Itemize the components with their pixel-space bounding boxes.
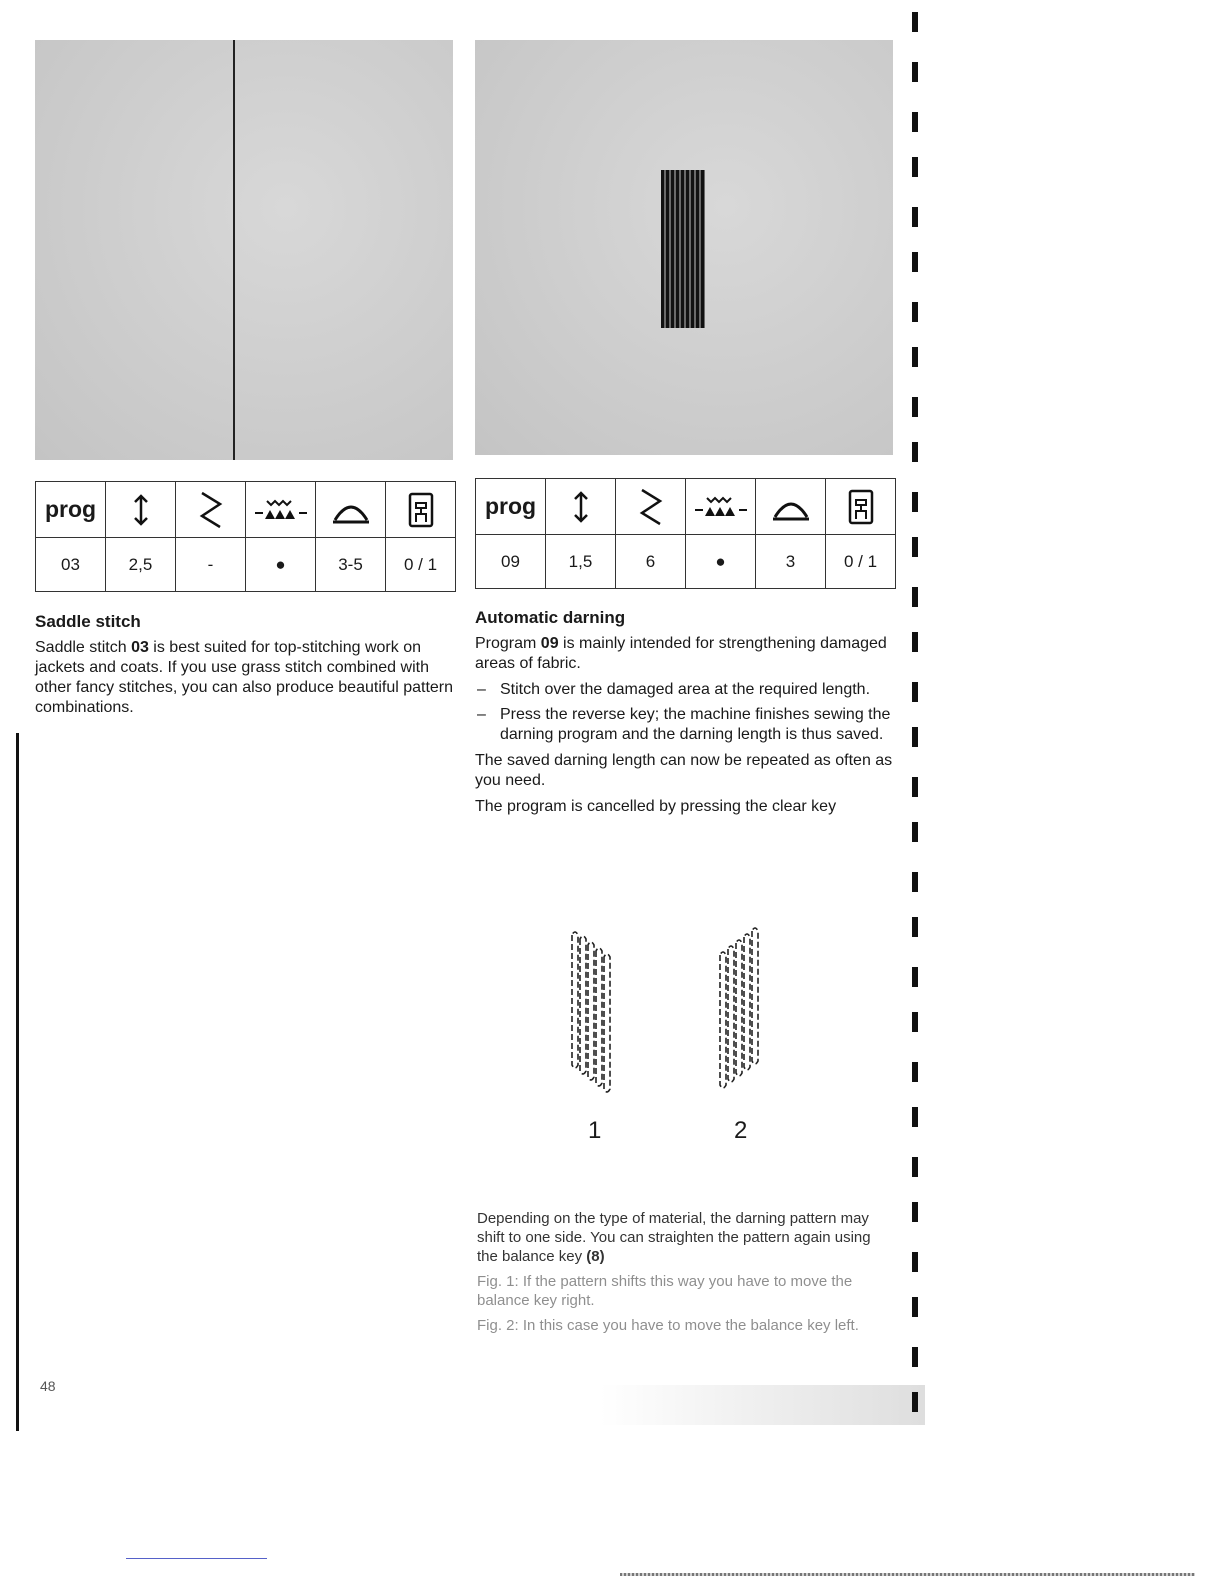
fig-1-caption: Fig. 1: If the pattern shifts this way you have to move the balance key right. xyxy=(477,1273,853,1309)
stitch-length-value: 2,5 xyxy=(106,538,176,592)
darning-settings-table xyxy=(475,478,896,589)
edge-mark xyxy=(912,1252,918,1272)
edge-mark xyxy=(912,1107,918,1127)
stitch-length-icon xyxy=(106,482,176,538)
stitch-width-icon xyxy=(616,479,686,535)
darning-photo xyxy=(475,40,893,455)
program-number: 03 xyxy=(131,639,149,656)
edge-mark xyxy=(912,1347,918,1367)
stitch-length-icon xyxy=(546,479,616,535)
edge-mark xyxy=(912,1202,918,1222)
bottom-scan-rule xyxy=(620,1573,1195,1576)
paragraph-text: Saddle stitch xyxy=(35,639,132,656)
edge-mark xyxy=(912,12,918,32)
feed-dog-value: ● xyxy=(686,535,756,589)
edge-mark xyxy=(912,302,918,322)
edge-mark xyxy=(912,872,918,892)
edge-mark xyxy=(912,207,918,227)
list-item: – Stitch over the damaged area at the required length. xyxy=(475,680,905,700)
edge-mark xyxy=(912,397,918,417)
section-paragraph xyxy=(35,638,455,718)
edge-mark xyxy=(912,917,918,937)
section-heading: Automatic darning xyxy=(475,608,626,627)
paragraph-text: Depending on the type of material, the darning pattern may shift to one side. You can straighten the pattern again using the balance key xyxy=(477,1210,871,1265)
saved-length-paragraph: The saved darning length can now be repeated as often as you need. xyxy=(475,752,893,789)
presser-foot-pressure-icon xyxy=(756,479,826,535)
prog-value: 09 xyxy=(476,535,546,589)
fig-2-pattern xyxy=(720,928,758,1088)
edge-mark xyxy=(912,347,918,367)
edge-mark xyxy=(912,632,918,652)
edge-mark xyxy=(912,1392,918,1412)
scan-smudge xyxy=(600,1385,925,1425)
paragraph-text: is best suited for top-stitching work on jackets and coats. If you use grass stitch combined with other fancy stitches, you can also produce beautiful pattern combinations. xyxy=(35,639,454,716)
fig-1-label: 1 xyxy=(588,1117,602,1144)
left-margin-rule xyxy=(16,733,19,1431)
edge-mark xyxy=(912,727,918,747)
balance-key-section xyxy=(477,1209,887,1341)
presser-foot-value: 0 / 1 xyxy=(826,535,896,589)
steps-list xyxy=(475,680,905,745)
fig-2-caption: Fig. 2: In this case you have to move the balance key left. xyxy=(477,1317,859,1334)
presser-foot-icon xyxy=(386,482,456,538)
prog-value: 03 xyxy=(36,538,106,592)
presser-foot-value: 0 / 1 xyxy=(386,538,456,592)
edge-mark xyxy=(912,157,918,177)
edge-mark xyxy=(912,967,918,987)
saddle-stitch-photo xyxy=(35,40,453,460)
saddle-stitch-line xyxy=(233,40,235,460)
edge-mark xyxy=(912,822,918,842)
darning-stitch-block xyxy=(661,170,705,328)
feed-dog-value: ● xyxy=(246,538,316,592)
presser-foot-pressure-value: 3 xyxy=(756,535,826,589)
edge-mark xyxy=(912,682,918,702)
edge-mark xyxy=(912,112,918,132)
bottom-link-rule xyxy=(126,1558,267,1559)
stitch-length-value: 1,5 xyxy=(546,535,616,589)
fig-1-pattern xyxy=(572,932,610,1092)
balance-key-paragraph xyxy=(477,1209,887,1266)
saddle-stitch-settings-table xyxy=(35,481,456,592)
key-number: (8) xyxy=(586,1248,605,1265)
feed-dog-icon xyxy=(686,479,756,535)
list-item: – Press the reverse key; the machine finishes sewing the darning program and the darning length is thus saved. xyxy=(475,705,905,745)
saddle-stitch-section xyxy=(35,612,455,724)
page-number: 48 xyxy=(40,1378,56,1394)
paragraph-text: is mainly intended for strengthening damaged areas of fabric. xyxy=(475,635,887,672)
intro-paragraph xyxy=(475,634,905,674)
edge-mark xyxy=(912,1062,918,1082)
program-number: 09 xyxy=(540,635,559,652)
edge-mark xyxy=(912,1297,918,1317)
darning-pattern-illustration xyxy=(560,925,780,1115)
automatic-darning-section xyxy=(475,608,905,823)
edge-mark xyxy=(912,492,918,512)
section-heading: Saddle stitch xyxy=(35,612,141,631)
edge-mark xyxy=(912,1157,918,1177)
feed-dog-icon xyxy=(246,482,316,538)
edge-mark xyxy=(912,1012,918,1032)
cancel-paragraph: The program is cancelled by pressing the clear key xyxy=(475,798,837,815)
prog-header xyxy=(476,479,546,535)
edge-mark xyxy=(912,587,918,607)
fig-2-label: 2 xyxy=(734,1117,748,1144)
edge-mark xyxy=(912,62,918,82)
binding-edge-marks xyxy=(912,12,926,1412)
edge-mark xyxy=(912,777,918,797)
presser-foot-icon xyxy=(826,479,896,535)
stitch-width-value: - xyxy=(176,538,246,592)
edge-mark xyxy=(912,537,918,557)
stitch-width-icon xyxy=(176,482,246,538)
stitch-width-value: 6 xyxy=(616,535,686,589)
prog-label: prog xyxy=(484,493,537,519)
edge-mark xyxy=(912,442,918,462)
presser-foot-pressure-value: 3-5 xyxy=(316,538,386,592)
prog-label: prog xyxy=(44,496,97,522)
edge-mark xyxy=(912,252,918,272)
presser-foot-pressure-icon xyxy=(316,482,386,538)
paragraph-text: Program xyxy=(475,635,541,652)
darning-figures xyxy=(560,925,780,1155)
prog-header xyxy=(36,482,106,538)
